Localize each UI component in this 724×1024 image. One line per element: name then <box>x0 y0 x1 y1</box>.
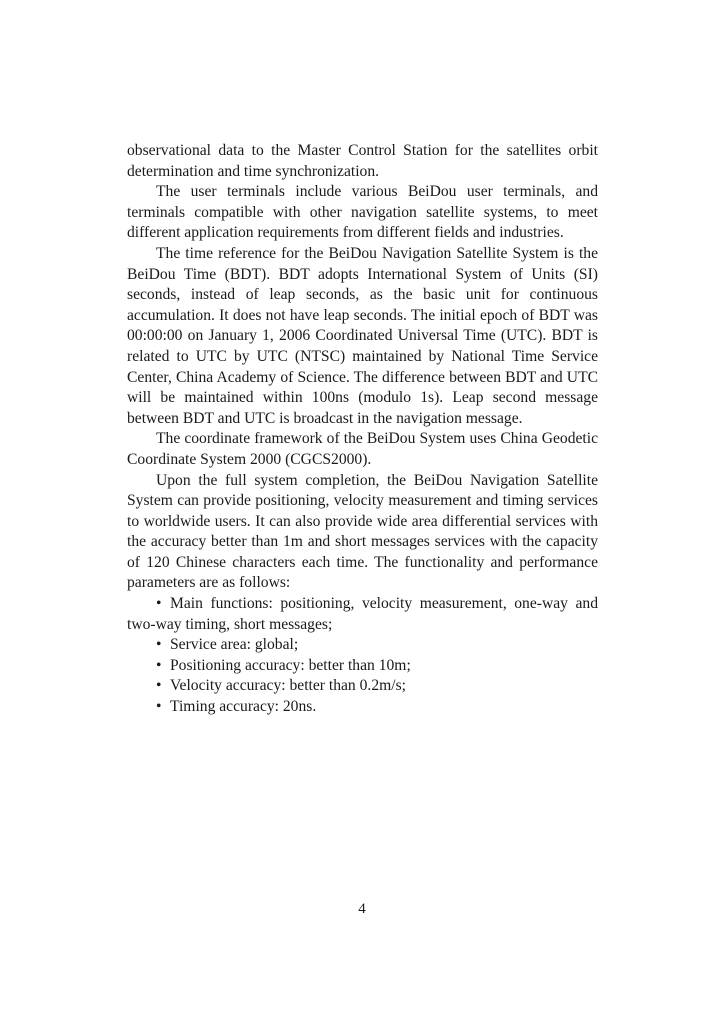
list-item-positioning-accuracy <box>127 656 598 677</box>
page-number: 4 <box>358 901 366 917</box>
list-item-text: Timing accuracy: 20ns. <box>170 698 317 716</box>
paragraph-system-services: Upon the full system completion, the BeiDou Navigation Satellite System can provide positioning, velocity measurement and timing services to worldwide users. It can also provide wide area differential services with the accuracy better than 1m and short messages services with the capacity of 120 Chinese characters each time. The functionality and performance parameters are as follows: <box>127 471 598 592</box>
paragraph-user-terminals: The user terminals include various BeiDou user terminals, and terminals compatible with other navigation satellite systems, to meet different application requirements from different fields and industries. <box>127 183 598 242</box>
paragraph-continuation: observational data to the Master Control Station for the satellites orbit determination and time synchronization. <box>127 142 598 180</box>
paragraph-time-reference: The time reference for the BeiDou Navigation Satellite System is the BeiDou Time (BDT). BDT adopts International System of Units (SI) seconds, instead of leap seconds, as the basic unit for continuous accumulation. It does not have leap seconds. The initial epoch of BDT was 00:00:00 on January 1, 2006 Coordinated Universal Time (UTC). BDT is related to UTC by UTC (NTSC) maintained by National Time Service Center, China Academy of Science. The difference between BDT and UTC will be maintained within 100ns (modulo 1s). Leap second message between BDT and UTC is broadcast in the navigation message. <box>127 244 598 427</box>
paragraph-coordinate-framework: The coordinate framework of the BeiDou System uses China Geodetic Coordinate System 2000 (CGCS2000). <box>127 430 598 468</box>
list-item-text: Main functions: positioning, velocity measurement, one-way and two-way timing, short messages; <box>127 595 598 633</box>
list-item-text: Service area: global; <box>170 636 299 654</box>
list-item-main-functions <box>127 594 598 635</box>
bullet-icon: • <box>156 595 162 613</box>
bullet-icon: • <box>156 677 162 695</box>
list-item-timing-accuracy <box>127 697 598 718</box>
list-item-service-area <box>127 635 598 656</box>
list-item-text: Positioning accuracy: better than 10m; <box>170 656 411 674</box>
bullet-icon: • <box>156 698 162 716</box>
bullet-icon: • <box>156 636 162 654</box>
list-item-text: Velocity accuracy: better than 0.2m/s; <box>170 677 406 695</box>
bullet-icon: • <box>156 656 162 674</box>
body-text <box>127 141 598 718</box>
list-item-velocity-accuracy <box>127 676 598 697</box>
performance-list <box>127 594 598 718</box>
